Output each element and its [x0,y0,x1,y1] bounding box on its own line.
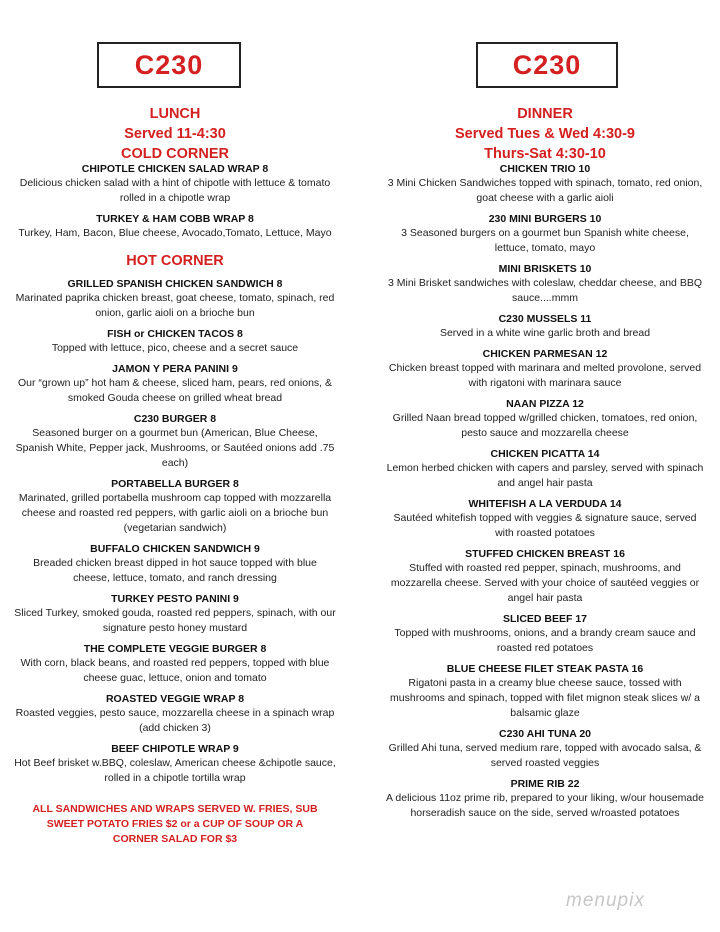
menu-item-name: TURKEY PESTO PANINI 9 [111,593,239,605]
menu-item [380,347,710,391]
menu-item-description: A delicious 11oz prime rib, prepared to your liking, w/our housemade horseradish sauce on the side, served w/roasted potatoes [386,792,704,819]
menu-item-name: PRIME RIB 22 [510,778,580,790]
menu-item [10,692,340,736]
dinner-items [380,160,710,821]
menu-item-name: FISH or CHICKEN TACOS 8 [107,328,243,340]
menu-item-name: PORTABELLA BURGER 8 [111,478,239,490]
cold-corner-list [10,162,340,241]
menu-item-description: Turkey, Ham, Bacon, Blue cheese, Avocado,Tomato, Lettuce, Mayo [18,227,332,239]
menupix-watermark: menupix [566,890,645,911]
menu-item [10,412,340,471]
menu-item-description: 3 Seasoned burgers on a gourmet bun Spanish white cheese, lettuce, tomato, mayo [401,227,689,254]
menu-item [380,212,710,256]
menu-item-name: SLICED BEEF 17 [502,613,588,625]
dinner-hours-weekend: Thurs-Sat 4:30-10 [484,146,606,162]
menu-item-name: C230 AHI TUNA 20 [499,728,591,740]
menu-item-description: Lemon herbed chicken with capers and parsley, served with spinach and angel hair pasta [386,462,704,489]
menu-item-name: C230 BURGER 8 [133,413,217,425]
menu-item [10,277,340,321]
lunch-items [10,160,340,847]
menu-item [380,497,710,541]
menu-item-name: BLUE CHEESE FILET STEAK PASTA 16 [446,663,644,675]
dinner-title: DINNER [517,106,573,122]
menu-item [380,777,710,821]
menu-item [10,592,340,636]
menu-item-description: Hot Beef brisket w.BBQ, coleslaw, American cheese &chipotle sauce, rolled in a chipotle tortilla wrap [14,757,336,784]
menu-item [10,642,340,686]
menu-item-description: Rigatoni pasta in a creamy blue cheese sauce, tossed with mushrooms and spinach, topped with filet mignon steak slices w/ a balsamic glaze [390,677,700,719]
menu-item-name: ROASTED VEGGIE WRAP 8 [105,693,245,705]
dinner-logo: C230 [476,42,618,88]
menu-item-name: WHITEFISH A LA VERDUDA 14 [468,498,622,510]
menu-item-description: Breaded chicken breast dipped in hot sauce topped with blue cheese, lettuce, tomato, and ranch dressing [33,557,317,584]
menu-item-name: BUFFALO CHICKEN SANDWICH 9 [90,543,260,555]
menu-item-name: BEEF CHIPOTLE WRAP 9 [111,743,239,755]
menu-item [380,547,710,606]
menu-item-description: With corn, black beans, and roasted red peppers, topped with blue cheese guac, lettuce, onion and tomato [20,657,330,684]
menu-item-description: Chicken breast topped with marinara and melted provolone, served with rigatoni with marinara sauce [388,362,702,389]
dinner-list [380,162,710,821]
menu-item-description: Seasoned burger on a gourmet bun (American, Blue Cheese, Spanish White, Pepper jack, Mushrooms, or Sautéed onions add .75 each) [15,427,335,469]
cold-corner-heading: COLD CORNER [121,146,229,162]
menu-item-description: Roasted veggies, pesto sauce, mozzarella cheese in a spinach wrap (add chicken 3) [15,707,335,734]
menu-item-description: Marinated, grilled portabella mushroom cap topped with mozzarella cheese and roasted red peppers, with garlic aioli on a brioche bun (vegetarian sandwich) [18,492,332,534]
menu-item-description: Topped with lettuce, pico, cheese and a secret sauce [51,342,299,354]
lunch-title: LUNCH [149,106,201,122]
menu-item [10,477,340,536]
menu-item-name: TURKEY & HAM COBB WRAP 8 [96,213,254,225]
menu-item-description: 3 Mini Chicken Sandwiches topped with spinach, tomato, red onion, goat cheese with a garlic aioli [387,177,703,204]
menu-item-name: STUFFED CHICKEN BREAST 16 [465,548,625,560]
menu-item-name: NAAN PIZZA 12 [506,398,584,410]
menu-item [380,447,710,491]
menu-item-description: 3 Mini Brisket sandwiches with coleslaw, cheddar cheese, and BBQ sauce....mmm [388,277,702,304]
menu-item [10,542,340,586]
menu-item-description: Topped with mushrooms, onions, and a brandy cream sauce and roasted red potatoes [394,627,696,654]
menu-item-description: Grilled Ahi tuna, served medium rare, topped with avocado salsa, & served roasted veggies [388,742,702,769]
menu-item [10,742,340,786]
lunch-hours: Served 11-4:30 [124,126,226,142]
menu-item-name: CHIPOTLE CHICKEN SALAD WRAP 8 [81,163,269,175]
dinner-hours-weekday: Served Tues & Wed 4:30-9 [455,126,635,142]
menu-item-name: MINI BRISKETS 10 [498,263,592,275]
menu-item-name: C230 MUSSELS 11 [498,313,592,325]
menu-item-name: 230 MINI BURGERS 10 [488,213,602,225]
menu-item [380,397,710,441]
menu-item [380,312,710,341]
lunch-header [10,104,340,164]
menu-item [10,212,340,241]
menu-item [380,662,710,721]
lunch-logo: C230 [97,42,241,88]
menu-item [380,262,710,306]
menu-item-description: Delicious chicken salad with a hint of chipotle with lettuce & tomato rolled in a chipotle wrap [19,177,331,204]
dinner-header [380,104,710,164]
menu-item-description: Sautéed whitefish topped with veggies & signature sauce, served with roasted potatoes [393,512,697,539]
menu-item-name: GRILLED SPANISH CHICKEN SANDWICH 8 [67,278,283,290]
menu-item [10,362,340,406]
menu-item [380,612,710,656]
menu-item-description: Stuffed with roasted red pepper, spinach, mushrooms, and mozzarella cheese. Served with your choice of sautéed veggies or angel hair pasta [390,562,700,604]
menu-item-description: Served in a white wine garlic broth and bread [439,327,651,339]
menu-item [10,327,340,356]
menu-item-description: Grilled Naan bread topped w/grilled chicken, tomatoes, red onion, pesto sauce and mozzarella cheese [392,412,698,439]
menu-item-description: Our “grown up” hot ham & cheese, sliced ham, pears, red onions, & smoked Gouda cheese on grilled wheat bread [18,377,332,404]
menu-item-name: CHICKEN TRIO 10 [499,163,591,175]
menu-item [380,727,710,771]
menu-item-name: JAMON Y PERA PANINI 9 [112,363,238,375]
menu-item [10,162,340,206]
menu-item-description: Sliced Turkey, smoked gouda, roasted red peppers, spinach, with our signature pesto honey mustard [14,607,336,634]
hot-corner-list [10,277,340,786]
menu-item-description: Marinated paprika chicken breast, goat cheese, tomato, spinach, red onion, garlic aioli on a brioche bun [15,292,335,319]
sides-note: ALL SANDWICHES AND WRAPS SERVED W. FRIES, SUB SWEET POTATO FRIES $2 or a CUP OF SOUP OR A CORNER SALAD FOR $3 [32,803,318,845]
hot-corner-heading: HOT CORNER [126,253,224,269]
menu-item-name: CHICKEN PARMESAN 12 [482,348,608,360]
menu-item-name: CHICKEN PICATTA 14 [490,448,600,460]
menu-item-name: THE COMPLETE VEGGIE BURGER 8 [83,643,267,655]
menu-item [380,162,710,206]
